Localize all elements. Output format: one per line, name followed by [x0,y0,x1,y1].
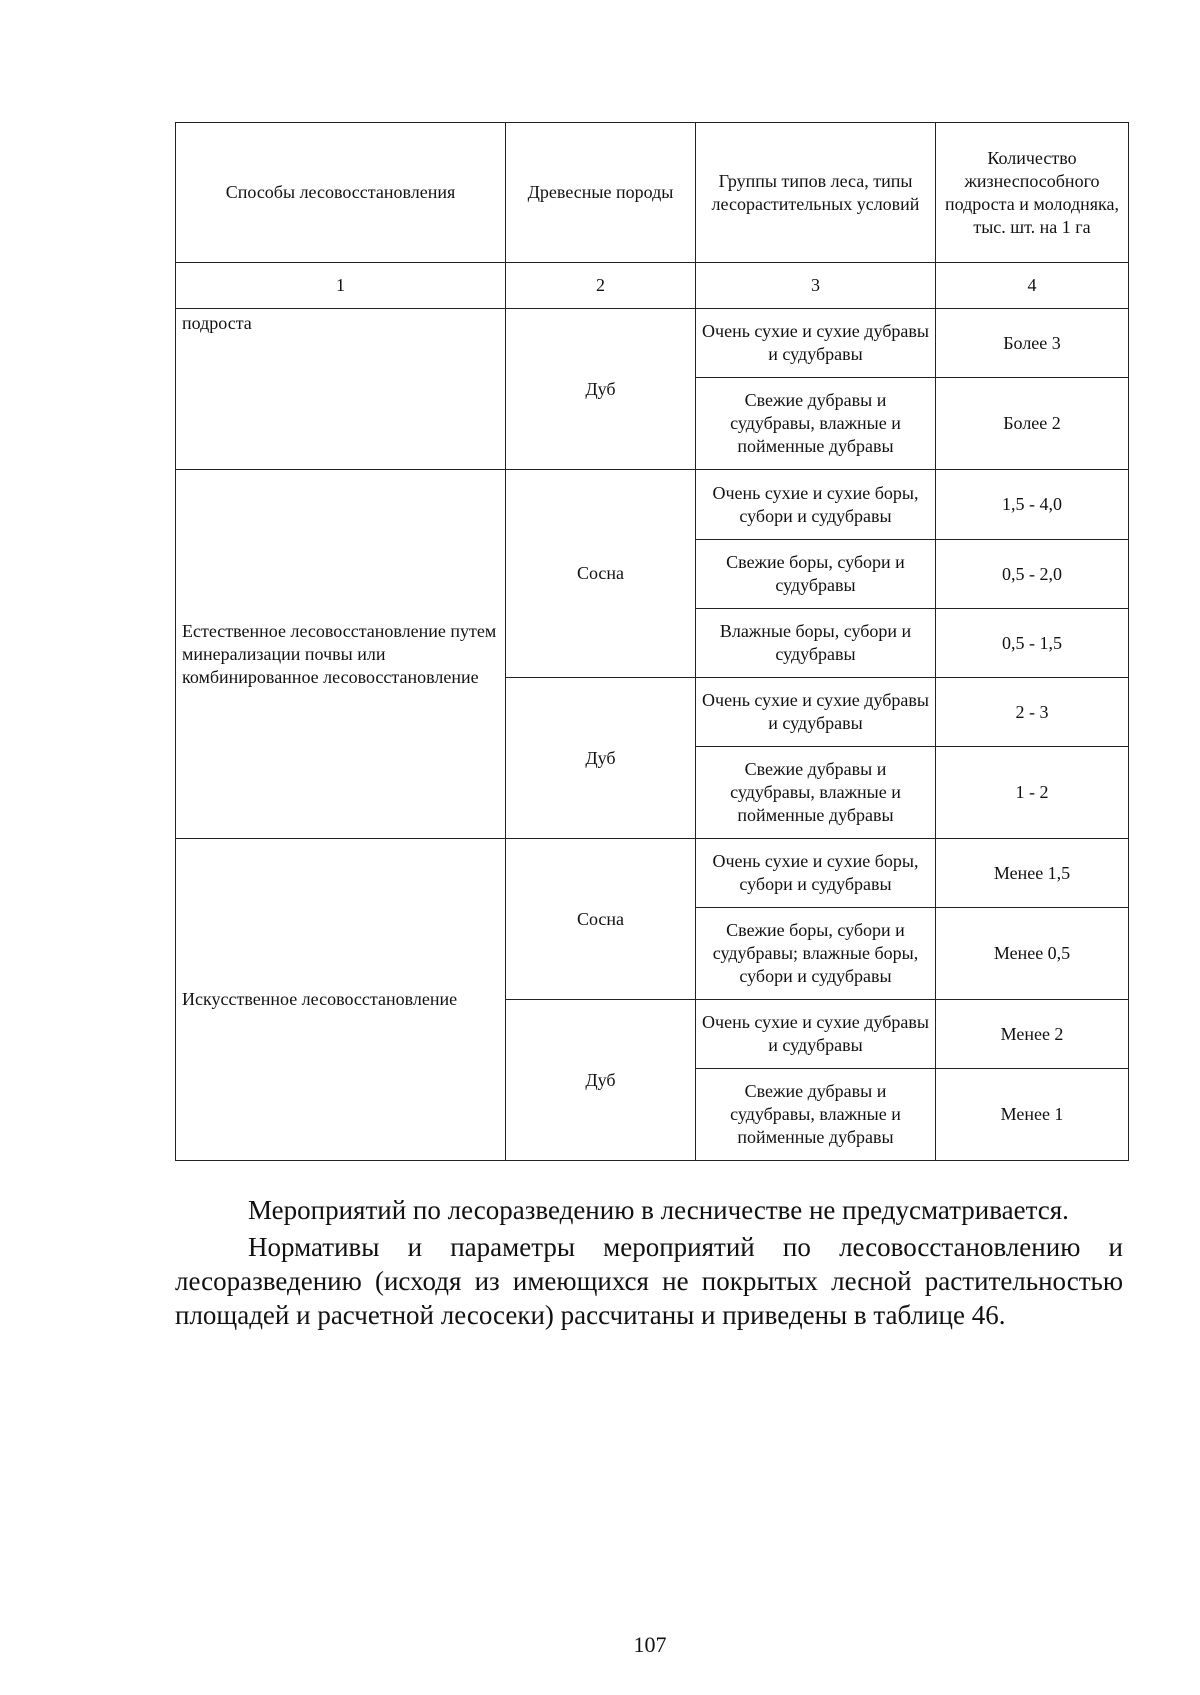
paragraph-norms: Нормативы и параметры мероприятий по лесовосстановлению и лесоразведению (исходя из имеющихся не покрытых лесной растительностью площадей и расчетной лесосеки) рассчитаны и приведены в таблице 46. [175,1232,1123,1330]
column-number-row [176,263,1129,309]
forest-type-cell: Свежие боры, субори и судубравы [696,540,936,609]
header-row [176,123,1129,263]
method-cell: подроста [176,309,506,470]
amount-cell: 1,5 - 4,0 [936,470,1129,540]
paragraph-no-afforestation: Мероприятий по лесоразведению в лесничестве не предусматривается. [248,1195,1069,1225]
amount-cell: 2 - 3 [936,678,1129,747]
species-cell: Дуб [506,678,696,839]
table-row [176,839,1129,908]
col-number: 1 [176,263,506,309]
col-number: 3 [696,263,936,309]
amount-cell: 0,5 - 1,5 [936,609,1129,678]
forest-type-cell: Очень сухие и сухие боры, субори и судубравы [696,839,936,908]
page-number: 107 [633,1632,667,1657]
forest-type-cell: Свежие дубравы и судубравы, влажные и пойменные дубравы [696,747,936,839]
species-cell: Сосна [506,470,696,678]
amount-cell: Менее 2 [936,1000,1129,1069]
amount-cell: 0,5 - 2,0 [936,540,1129,609]
amount-cell: Более 2 [936,378,1129,470]
forest-type-cell: Влажные боры, субори и судубравы [696,609,936,678]
header-methods: Способы лесовосстановления [176,123,506,263]
forest-type-cell: Очень сухие и сухие дубравы и судубравы [696,309,936,378]
forest-type-cell: Очень сухие и сухие дубравы и судубравы [696,1000,936,1069]
col-number: 2 [506,263,696,309]
forest-type-cell: Очень сухие и сухие боры, субори и судубравы [696,470,936,540]
species-cell: Дуб [506,1000,696,1161]
amount-cell: Менее 0,5 [936,908,1129,1000]
method-cell: Естественное лесовосстановление путем минерализации почвы или комбинированное лесовосстановление [176,470,506,839]
method-cell: Искусственное лесовосстановление [176,839,506,1161]
header-forest-types: Группы типов леса, типы лесорастительных условий [696,123,936,263]
amount-cell: Более 3 [936,309,1129,378]
amount-cell: 1 - 2 [936,747,1129,839]
forest-type-cell: Свежие дубравы и судубравы, влажные и пойменные дубравы [696,378,936,470]
forest-type-cell: Свежие боры, субори и судубравы; влажные боры, субори и судубравы [696,908,936,1000]
header-species: Древесные породы [506,123,696,263]
col-number: 4 [936,263,1129,309]
forest-type-cell: Свежие дубравы и судубравы, влажные и пойменные дубравы [696,1069,936,1161]
species-cell: Сосна [506,839,696,1000]
header-amount: Количество жизнеспособного подроста и молодняка, тыс. шт. на 1 га [936,123,1129,263]
amount-cell: Менее 1,5 [936,839,1129,908]
forest-type-cell: Очень сухие и сухие дубравы и судубравы [696,678,936,747]
species-cell: Дуб [506,309,696,470]
forest-restoration-table [175,122,1129,1161]
amount-cell: Менее 1 [936,1069,1129,1161]
table-row [176,470,1129,540]
table-row [176,309,1129,378]
